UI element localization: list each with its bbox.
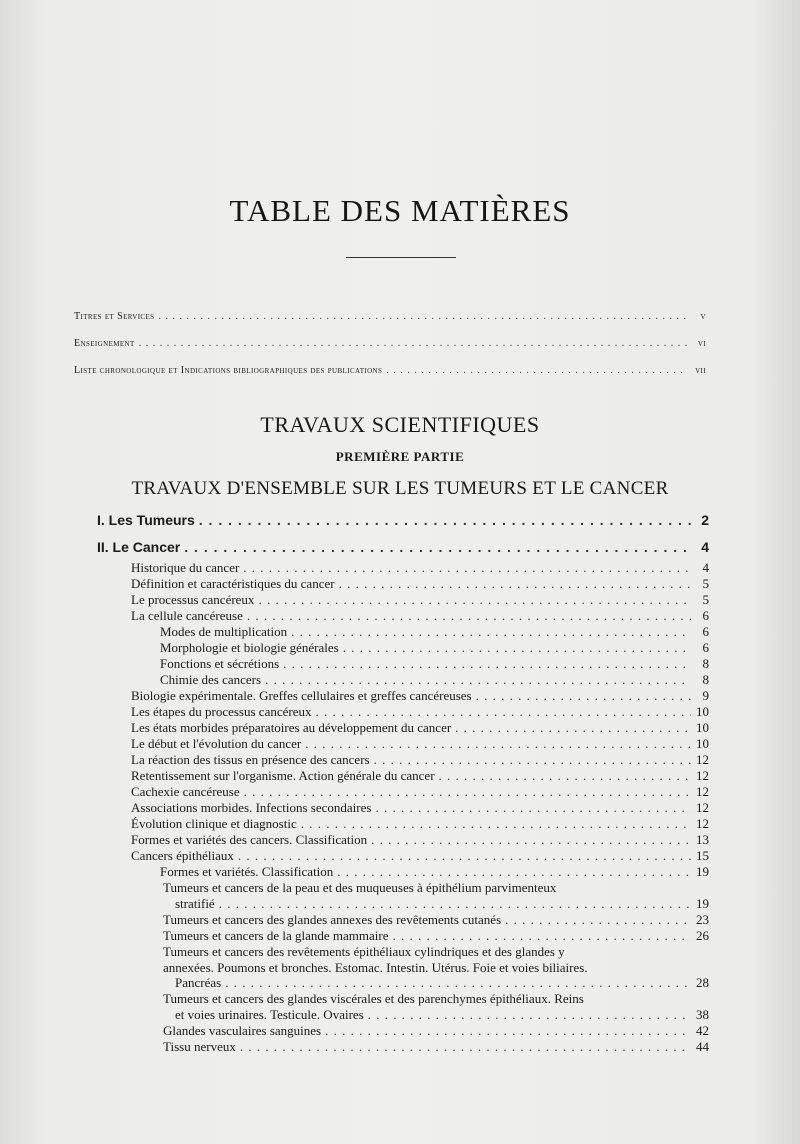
leader-dots <box>476 688 691 704</box>
toc-page-number: 5 <box>702 592 709 607</box>
part-subtitle: TRAVAUX D'ENSEMBLE SUR LES TUMEURS ET LE CANCER <box>131 478 669 499</box>
toc-entry-liste <box>74 365 706 376</box>
toc-label: Modes de multiplication <box>160 624 288 639</box>
toc-page-number: 8 <box>702 656 709 671</box>
toc-page-number: 44 <box>696 1039 709 1054</box>
leader-dots <box>368 1007 691 1023</box>
page-title: TABLE DES MATIÈRES <box>229 193 571 228</box>
toc-entry <box>131 592 709 608</box>
leader-dots <box>305 736 691 752</box>
toc-page-number: 19 <box>696 864 709 879</box>
leader-dots <box>455 720 691 736</box>
toc-label: Les états morbides préparatoires au développement du cancer <box>131 720 452 735</box>
toc-entry <box>131 752 709 768</box>
toc-entry <box>160 640 709 656</box>
toc-page-number: 6 <box>702 624 709 639</box>
toc-label: Chimie des cancers <box>160 672 262 687</box>
toc-page-number: 12 <box>696 816 709 831</box>
title-divider <box>346 257 456 258</box>
leader-dots <box>184 539 691 555</box>
toc-page-number: 4 <box>702 560 709 575</box>
toc-entry <box>163 944 709 975</box>
toc-page-number: vii <box>695 365 706 376</box>
toc-label: Tumeurs et cancers des revêtements épithéliaux cylindriques et des glandes y <box>163 944 565 959</box>
toc-label: Cancers épithéliaux <box>131 848 234 863</box>
toc-page-number: 38 <box>696 1007 709 1022</box>
toc-entry <box>131 720 709 736</box>
leader-dots <box>139 338 688 349</box>
leader-dots <box>315 704 691 720</box>
toc-entry <box>160 672 709 688</box>
toc-entry <box>131 800 709 816</box>
leader-dots <box>158 311 688 322</box>
toc-label: Tissu nerveux <box>163 1039 236 1054</box>
section-title: TRAVAUX SCIENTIFIQUES <box>260 412 540 437</box>
leader-dots <box>238 848 691 864</box>
toc-page-number: 9 <box>702 688 709 703</box>
toc-entry <box>131 688 709 704</box>
leader-dots <box>301 816 691 832</box>
toc-page-number: 8 <box>702 672 709 687</box>
toc-entry-titres <box>74 311 706 322</box>
toc-entry <box>131 736 709 752</box>
toc-label: Tumeurs et cancers de la peau et des muqueuses à épithélium parvimenteux <box>163 880 557 895</box>
toc-label: Tumeurs et cancers des glandes annexes des revêtements cutanés <box>163 912 502 927</box>
toc-page-number: 10 <box>696 720 709 735</box>
part-title: PREMIÈRE PARTIE <box>335 449 465 464</box>
leader-dots <box>371 832 691 848</box>
leader-dots <box>244 784 691 800</box>
toc-label: Évolution clinique et diagnostic <box>131 816 297 831</box>
toc-label: Morphologie et biologie générales <box>160 640 339 655</box>
toc-entry <box>131 768 709 784</box>
toc-page-number: 12 <box>696 784 709 799</box>
toc-entry <box>160 656 709 672</box>
toc-page-number: 15 <box>696 848 709 863</box>
toc-label: Glandes vasculaires sanguines <box>163 1023 322 1038</box>
toc-entry <box>163 1039 709 1055</box>
toc-page-number: 13 <box>696 832 709 847</box>
toc-label: Tumeurs et cancers des glandes viscérales et des parenchymes épithéliaux. Reins <box>163 991 584 1006</box>
toc-label: Biologie expérimentale. Greffes cellulaires et greffes cancéreuses <box>131 688 472 703</box>
toc-label: Liste chronologique et Indications bibliographiques des publications <box>74 365 383 376</box>
toc-label-continued: Pancréas <box>175 975 222 990</box>
toc-entry <box>163 1023 709 1039</box>
toc-label: Cachexie cancéreuse <box>131 784 240 799</box>
toc-entry <box>131 576 709 592</box>
toc-entry <box>131 784 709 800</box>
toc-label: Retentissement sur l'organisme. Action générale du cancer <box>131 768 435 783</box>
toc-label: Associations morbides. Infections secondaires <box>131 800 372 815</box>
leader-dots <box>343 640 691 656</box>
toc-page-number: 2 <box>701 512 709 528</box>
toc-page-number: 26 <box>696 928 709 943</box>
toc-page-number: 6 <box>702 608 709 623</box>
leader-dots <box>243 560 691 576</box>
toc-entry <box>131 816 709 832</box>
toc-entry <box>160 624 709 640</box>
leader-dots <box>505 912 691 928</box>
leader-dots <box>283 656 691 672</box>
leader-dots <box>337 864 691 880</box>
toc-page-number: 10 <box>696 704 709 719</box>
toc-page-number: 12 <box>696 752 709 767</box>
toc-entry <box>131 608 709 624</box>
toc-label: II. Le Cancer <box>97 539 181 555</box>
toc-page-number: 19 <box>696 896 709 911</box>
toc-label: La réaction des tissus en présence des cancers <box>131 752 370 767</box>
toc-page-number: v <box>700 311 706 322</box>
toc-page-number: 12 <box>696 768 709 783</box>
toc-page-number: 6 <box>702 640 709 655</box>
toc-label: Les étapes du processus cancéreux <box>131 704 312 719</box>
leader-dots <box>374 752 691 768</box>
leader-dots <box>240 1039 691 1055</box>
toc-label: La cellule cancéreuse <box>131 608 243 623</box>
toc-entry <box>131 560 709 576</box>
toc-page-number: 4 <box>701 539 709 555</box>
leader-dots <box>439 768 691 784</box>
leader-dots <box>199 512 691 528</box>
toc-label: Le processus cancéreux <box>131 592 255 607</box>
toc-entry <box>131 848 709 864</box>
toc-page-number: 5 <box>702 576 709 591</box>
toc-entry <box>160 864 709 880</box>
leader-dots <box>386 365 688 376</box>
toc-label: Formes et variétés. Classification <box>160 864 334 879</box>
leader-dots <box>325 1023 691 1039</box>
toc-label: Enseignement <box>74 338 135 349</box>
toc-label-continued: et voies urinaires. Testicule. Ovaires <box>175 1007 364 1022</box>
leader-dots <box>393 928 692 944</box>
toc-entry-continuation <box>175 1007 709 1023</box>
toc-entry <box>163 991 709 1007</box>
toc-label: Titres et Services <box>74 311 155 322</box>
toc-entry-continuation <box>175 896 709 912</box>
toc-page-number: vi <box>697 338 706 349</box>
toc-entry-continuation <box>175 975 709 991</box>
leader-dots <box>291 624 691 640</box>
toc-page-number: 28 <box>696 975 709 990</box>
leader-dots <box>247 608 691 624</box>
toc-label-continued: annexées. Poumons et bronches. Estomac. Intestin. Utérus. Foie et voies biliaires. <box>163 959 588 975</box>
toc-entry <box>163 880 709 896</box>
toc-entry <box>163 928 709 944</box>
leader-dots <box>265 672 691 688</box>
leader-dots <box>225 975 691 991</box>
toc-page-number: 10 <box>696 736 709 751</box>
toc-entry <box>131 832 709 848</box>
toc-entry <box>163 912 709 928</box>
toc-entry <box>97 512 709 528</box>
leader-dots <box>375 800 691 816</box>
leader-dots <box>339 576 691 592</box>
toc-entry <box>131 704 709 720</box>
toc-page-number: 42 <box>696 1023 709 1038</box>
toc-label: Le début et l'évolution du cancer <box>131 736 302 751</box>
toc-label: Fonctions et sécrétions <box>160 656 280 671</box>
toc-entry-enseignement <box>74 338 706 349</box>
toc-entry <box>97 539 709 555</box>
toc-label-continued: stratifié <box>175 896 215 911</box>
toc-label: Tumeurs et cancers de la glande mammaire <box>163 928 389 943</box>
leader-dots <box>258 592 691 608</box>
toc-label: Définition et caractéristiques du cancer <box>131 576 335 591</box>
toc-label: Historique du cancer <box>131 560 240 575</box>
toc-page-number: 23 <box>696 912 709 927</box>
leader-dots <box>219 896 691 912</box>
toc-page-number: 12 <box>696 800 709 815</box>
toc-label: Formes et variétés des cancers. Classification <box>131 832 368 847</box>
toc-label: I. Les Tumeurs <box>97 512 195 528</box>
